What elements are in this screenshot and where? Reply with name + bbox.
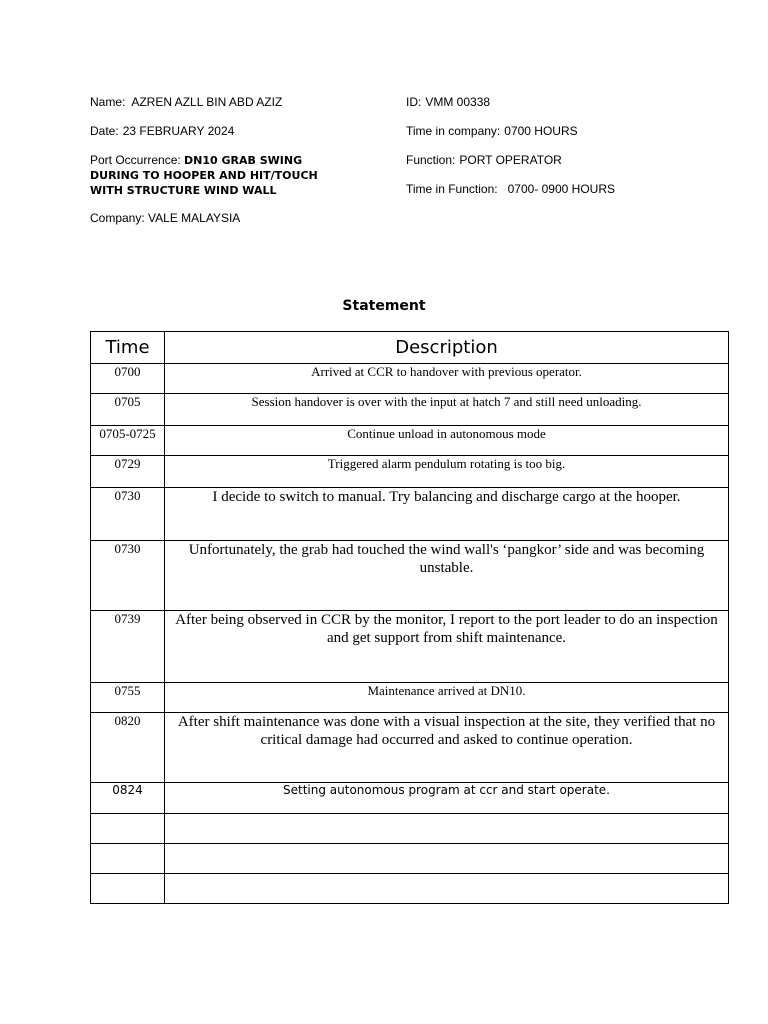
time-cell: 0755: [91, 683, 165, 713]
company-value: VALE MALAYSIA: [148, 211, 241, 225]
description-cell-empty: [165, 814, 729, 844]
date-value: 23 FEBRUARY 2024: [122, 124, 235, 138]
time-cell: 0700: [91, 364, 165, 394]
info-occurrence: [90, 153, 335, 198]
table-header-row: [91, 332, 729, 364]
date-label: Date:: [90, 124, 119, 138]
table-row: [91, 611, 729, 683]
time-in-company-label: Time in company:: [406, 124, 501, 138]
table-row: [91, 426, 729, 456]
info-id: [406, 95, 490, 110]
name-value: AZREN AZLL BIN ABD AZIZ: [131, 95, 283, 109]
description-cell: Continue unload in autonomous mode: [165, 426, 729, 456]
info-time-in-function: [406, 182, 615, 197]
statement-title: Statement: [342, 298, 426, 314]
description-cell: After shift maintenance was done with a visual inspection at the site, they verified that no critical damage had occurred and asked to continue operation.: [165, 713, 729, 783]
table-row: [91, 783, 729, 814]
table-row: [91, 394, 729, 426]
statement-table: [90, 331, 729, 904]
description-cell: I decide to switch to manual. Try balancing and discharge cargo at the hooper.: [165, 488, 729, 541]
table-row: [91, 488, 729, 541]
table-row: [91, 541, 729, 611]
name-label: Name:: [90, 95, 126, 109]
table-row-empty: [91, 874, 729, 904]
time-cell-empty: [91, 814, 165, 844]
description-cell: Maintenance arrived at DN10.: [165, 683, 729, 713]
info-date: [90, 124, 234, 139]
table-row: [91, 456, 729, 488]
time-cell: 0730: [91, 488, 165, 541]
description-cell: Arrived at CCR to handover with previous operator.: [165, 364, 729, 394]
table-row-empty: [91, 844, 729, 874]
time-cell: 0824: [91, 783, 165, 814]
description-cell-empty: [165, 874, 729, 904]
occurrence-value: DN10 GRAB SWING DURING TO HOOPER AND HIT/TOUCH WITH STRUCTURE WIND WALL: [90, 154, 318, 197]
id-label: ID:: [406, 95, 422, 109]
description-cell: Session handover is over with the input at hatch 7 and still need unloading.: [165, 394, 729, 426]
time-cell-empty: [91, 874, 165, 904]
column-header-description: Description: [165, 332, 729, 364]
description-cell-empty: [165, 844, 729, 874]
time-cell: 0730: [91, 541, 165, 611]
table-row: [91, 683, 729, 713]
description-cell: Triggered alarm pendulum rotating is too big.: [165, 456, 729, 488]
company-label: Company:: [90, 211, 145, 225]
column-header-time: Time: [91, 332, 165, 364]
description-cell: After being observed in CCR by the monitor, I report to the port leader to do an inspection and get support from shift maintenance.: [165, 611, 729, 683]
function-value: PORT OPERATOR: [459, 153, 562, 167]
table-row-empty: [91, 814, 729, 844]
id-value: VMM 00338: [425, 95, 491, 109]
time-cell: 0705-0725: [91, 426, 165, 456]
time-cell: 0739: [91, 611, 165, 683]
description-cell: Setting autonomous program at ccr and start operate.: [165, 783, 729, 814]
info-name: [90, 95, 282, 110]
info-time-in-company: [406, 124, 578, 139]
time-cell: 0820: [91, 713, 165, 783]
info-company: [90, 211, 240, 226]
time-cell: 0705: [91, 394, 165, 426]
table-row: [91, 364, 729, 394]
table-row: [91, 713, 729, 783]
time-in-function-label: Time in Function:: [406, 182, 498, 196]
time-cell-empty: [91, 844, 165, 874]
function-label: Function:: [406, 153, 456, 167]
time-in-company-value: 0700 HOURS: [504, 124, 578, 138]
description-cell: Unfortunately, the grab had touched the wind wall's ‘pangkor’ side and was becoming unstable.: [165, 541, 729, 611]
info-function: [406, 153, 562, 168]
occurrence-label: Port Occurrence:: [90, 153, 181, 167]
time-cell: 0729: [91, 456, 165, 488]
time-in-function-value: 0700- 0900 HOURS: [507, 182, 615, 196]
